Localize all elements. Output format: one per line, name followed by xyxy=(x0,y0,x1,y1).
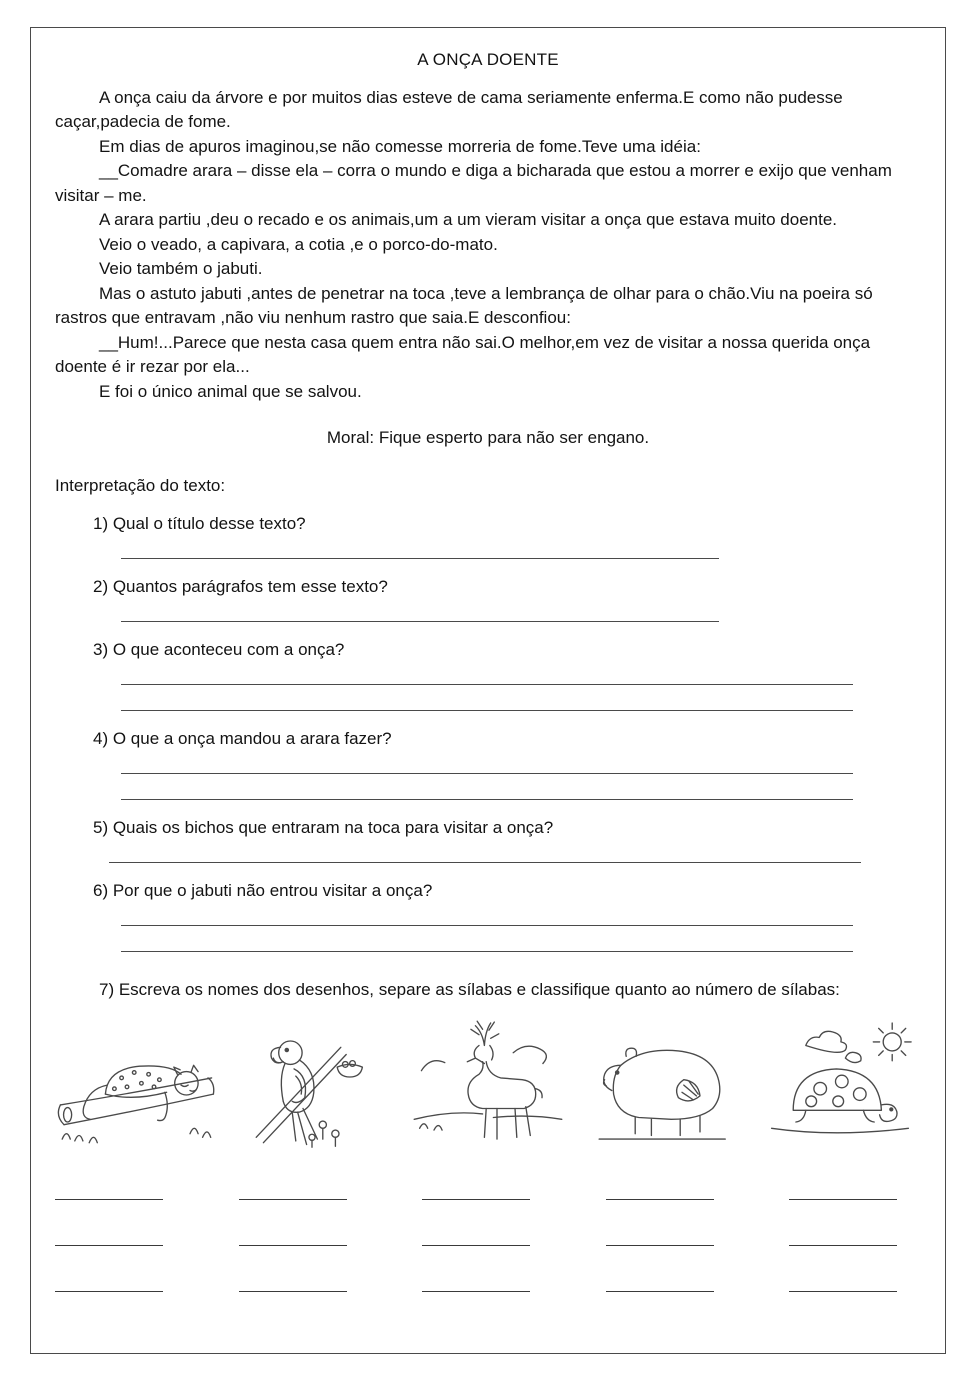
question-6-text: 6) Por que o jabuti não entrou visitar a onça? xyxy=(93,881,433,901)
syllable-blank-r2c3[interactable] xyxy=(422,1223,530,1246)
moral-line: Moral: Fique esperto para não ser engano. xyxy=(326,428,650,448)
story-paragraph-9: E foi o único animal que se salvou. xyxy=(99,381,362,401)
syllable-blank-r1c2[interactable] xyxy=(239,1177,347,1200)
story-paragraph-6: Veio também o jabuti. xyxy=(99,259,263,279)
question-5-text: 5) Quais os bichos que entraram na toca para visitar a onça? xyxy=(93,818,554,838)
story-paragraph-3: __Comadre arara – disse ela – corra o mundo e diga a bicharada que estou a morrer e exijo que venham visitar – me. xyxy=(55,161,892,205)
jaguar-drawing xyxy=(55,1011,217,1161)
syllable-blank-r3c4[interactable] xyxy=(606,1269,714,1292)
story-paragraph-1: A onça caiu da árvore e por muitos dias esteve de cama seriamente enferma.E como não pudesse caçar,padecia de fome. xyxy=(55,88,843,132)
story-paragraph-4: A arara partiu ,deu o recado e os animais,um a um vieram visitar a onça que estava muito doente. xyxy=(99,210,838,230)
answer-line-q4-2[interactable] xyxy=(121,774,853,800)
syllable-blank-r1c4[interactable] xyxy=(606,1177,714,1200)
syllable-blank-r3c3[interactable] xyxy=(422,1269,530,1292)
answer-line-q4-1[interactable] xyxy=(121,749,853,774)
syllable-blank-r2c1[interactable] xyxy=(55,1223,163,1246)
tortoise-drawing xyxy=(759,1011,921,1161)
story-paragraph-7: Mas o astuto jabuti ,antes de penetrar na toca ,teve a lembrança de olhar para o chão.Viu na poeira só rastros que entravam ,não viu nenhum rastro que saia.E desconfiou: xyxy=(55,283,873,328)
question-5 xyxy=(93,818,921,863)
syllable-blank-r3c5[interactable] xyxy=(789,1269,897,1292)
section-heading: Interpretação do texto: xyxy=(55,476,226,496)
answer-line-q3-2[interactable] xyxy=(121,685,853,711)
story-paragraph-5: Veio o veado, a capivara, a cotia ,e o porco-do-mato. xyxy=(99,234,498,254)
syllable-blank-r3c2[interactable] xyxy=(239,1269,347,1292)
drawings-row xyxy=(55,1011,921,1161)
question-2 xyxy=(93,577,921,622)
figure-veado xyxy=(407,1011,569,1161)
page-border-frame xyxy=(30,27,946,1354)
question-1 xyxy=(93,514,921,559)
question-4 xyxy=(93,729,921,800)
question-7-text: 7) Escreva os nomes dos desenhos, separe as sílabas e classifique quanto ao número de sílabas: xyxy=(99,980,840,1000)
question-1-text: 1) Qual o título desse texto? xyxy=(93,514,306,534)
story-paragraph-2: Em dias de apuros imaginou,se não comesse morreria de fome.Teve uma idéia: xyxy=(99,136,701,156)
question-3 xyxy=(93,640,921,711)
syllable-blank-r2c4[interactable] xyxy=(606,1223,714,1246)
syllable-blank-r1c1[interactable] xyxy=(55,1177,163,1200)
parrot-drawing xyxy=(231,1011,393,1161)
story-paragraph-8: __Hum!...Parece que nesta casa quem entra não sai.O melhor,em vez de visitar a nossa querida onça doente é ir rezar por ela... xyxy=(55,332,871,377)
figure-capivara xyxy=(583,1011,745,1161)
question-4-text: 4) O que a onça mandou a arara fazer? xyxy=(93,729,392,749)
figure-onca xyxy=(55,1011,217,1161)
answer-line-q6-2[interactable] xyxy=(121,926,853,952)
question-2-text: 2) Quantos parágrafos tem esse texto? xyxy=(93,577,388,597)
syllable-blank-r2c5[interactable] xyxy=(789,1223,897,1246)
syllable-blank-r1c5[interactable] xyxy=(789,1177,897,1200)
capybara-drawing xyxy=(583,1011,745,1161)
syllable-blank-r3c1[interactable] xyxy=(55,1269,163,1292)
answer-line-q6-1[interactable] xyxy=(121,901,853,926)
answer-line-q1[interactable] xyxy=(121,534,719,559)
figure-jabuti xyxy=(759,1011,921,1161)
syllable-blank-r2c2[interactable] xyxy=(239,1223,347,1246)
question-6 xyxy=(93,881,921,952)
figure-arara xyxy=(231,1011,393,1161)
page-title: A ONÇA DOENTE xyxy=(417,50,559,69)
syllable-answer-grid xyxy=(55,1177,921,1292)
deer-drawing xyxy=(407,1011,569,1161)
answer-line-q3-1[interactable] xyxy=(121,660,853,685)
answer-line-q5[interactable] xyxy=(109,838,861,863)
syllable-blank-r1c3[interactable] xyxy=(422,1177,530,1200)
answer-line-q2[interactable] xyxy=(121,597,719,622)
question-3-text: 3) O que aconteceu com a onça? xyxy=(93,640,345,660)
